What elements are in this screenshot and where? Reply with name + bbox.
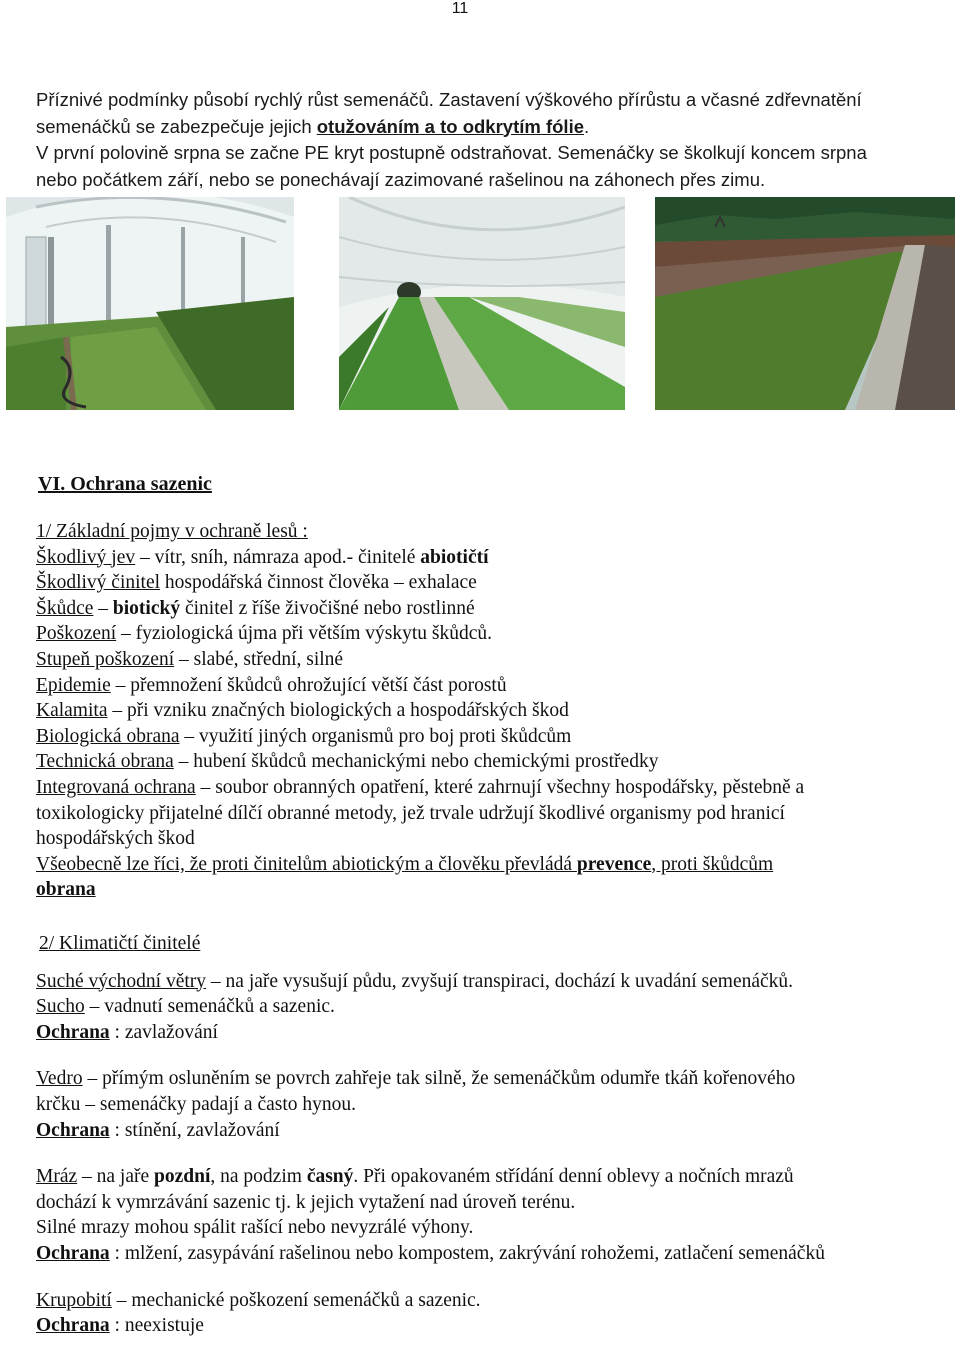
summary-line — [36, 852, 936, 878]
definition: – soubor obranných opatření, které zahrnují všechny hospodářsky, pěstebně a — [195, 776, 805, 798]
greenhouse-interior-photo — [6, 197, 294, 410]
emphasis: biotický — [112, 597, 181, 619]
intro-emphasis: otužováním a to odkrytím fólie — [316, 115, 584, 137]
term: Škodlivý jev — [36, 546, 136, 568]
definition: – při vzniku značných biologických a hospodářských škod — [107, 700, 569, 722]
protection-label: Ochrana — [36, 1119, 110, 1141]
intro-paragraph — [36, 87, 941, 193]
definition: : neexistuje — [109, 1315, 204, 1337]
protection-row — [36, 1020, 936, 1046]
definition: – přemnožení škůdců ohrožující větší část porostů — [110, 674, 507, 696]
definition: : zavlažování — [109, 1021, 218, 1043]
term-row — [36, 1164, 936, 1190]
term-row — [36, 673, 936, 699]
basic-terms-section — [36, 519, 936, 903]
term: Krupobití — [36, 1289, 112, 1311]
definition: . Při opakovaném střídání denní oblevy a nočních mrazů — [353, 1166, 794, 1188]
term-row — [36, 570, 936, 596]
term: Biologická obrana — [36, 725, 180, 747]
term: Poškození — [36, 623, 117, 645]
term-row — [36, 1288, 936, 1314]
nursery-beds-photo — [655, 197, 955, 410]
term-row — [36, 775, 936, 801]
definition: – využití jiných organismů pro boj proti škůdcům — [179, 725, 572, 747]
term: Škodlivý činitel — [36, 572, 161, 594]
climatic-factors-section — [36, 931, 936, 1339]
intro-text: semenáčků se zabezpečuje jejich — [36, 115, 317, 137]
emphasis: pozdní — [154, 1166, 211, 1188]
term-row — [36, 969, 936, 995]
term: Mráz — [36, 1166, 78, 1188]
greenhouse-tunnel-photo — [339, 197, 625, 410]
protection-label: Ochrana — [36, 1242, 110, 1264]
definition: – přímým osluněním se povrch zahřeje tak silně, že semenáčkům odumře tkáň kořenového — [82, 1068, 796, 1090]
definition-continuation: krčku – semenáčky padají a často hynou. — [36, 1093, 357, 1115]
term: Integrovaná ochrana — [36, 776, 196, 798]
definition: – vítr, sníh, námraza apod.- činitelé — [135, 546, 421, 568]
term-row — [36, 621, 936, 647]
intro-line: nebo počátkem září, nebo se ponechávají zazimované rašelinou na záhonech přes zimu. — [36, 168, 766, 190]
page-number: 11 — [451, 0, 469, 17]
term: Technická obrana — [36, 751, 174, 773]
term-row — [36, 994, 936, 1020]
term-row — [36, 1066, 936, 1092]
definition: : stínění, zavlažování — [109, 1119, 280, 1141]
definition: hospodářská činnost člověka – exhalace — [160, 572, 477, 594]
protection-label: Ochrana — [36, 1315, 110, 1337]
intro-text: . — [584, 115, 590, 137]
term-row — [36, 698, 936, 724]
summary-text: , proti škůdcům — [651, 853, 774, 875]
definition: – vadnutí semenáčků a sazenic. — [84, 996, 335, 1018]
term-row — [36, 749, 936, 775]
intro-line — [36, 114, 941, 141]
definition: – fyziologická újma při větším výskytu škůdců. — [116, 623, 493, 645]
term-row — [36, 596, 936, 622]
emphasis: prevence — [576, 853, 652, 875]
definition: činitel z říše živočišné nebo rostlinné — [180, 597, 475, 619]
definition: : mlžení, zasypávání rašelinou nebo kompostem, zakrývání rohožemi, zatlačení semenáčků — [109, 1242, 825, 1264]
protection-label: Ochrana — [36, 1021, 110, 1043]
term: Epidemie — [36, 674, 111, 696]
protection-row — [36, 1313, 936, 1339]
definition-continuation: Silné mrazy mohou spálit rašící nebo nevyzrálé výhony. — [36, 1217, 474, 1239]
intro-line: Příznivé podmínky působí rychlý růst semenáčů. Zastavení výškového přírůstu a včasné zdřevnatění — [36, 89, 862, 110]
definition: – na jaře — [77, 1166, 155, 1188]
term: Suché východní větry — [36, 970, 207, 992]
definition: – na jaře vysušují půdu, zvyšují transpiraci, dochází k uvadání semenáčků. — [206, 970, 794, 992]
definition-continuation: toxikologicky přijatelné dílčí obranné metody, jež trvale udržují škodlivé organismy pod hranicí — [36, 802, 785, 824]
term: Sucho — [36, 996, 85, 1018]
summary-line: obrana — [36, 879, 96, 901]
definition: – slabé, střední, silné — [174, 648, 344, 670]
subsection-heading: 2/ Klimatičtí činitelé — [39, 933, 201, 954]
term: Vedro — [36, 1068, 83, 1090]
definition: – — [93, 597, 113, 619]
term-row — [36, 545, 936, 571]
term-row — [36, 647, 936, 673]
subsection-heading: 1/ Základní pojmy v ochraně lesů : — [36, 521, 308, 542]
definition: , na podzim — [210, 1166, 307, 1188]
intro-line: V první polovině srpna se začne PE kryt postupně odstraňovat. Semenáčky se školkují koncem srpna — [36, 142, 867, 163]
definition-continuation: hospodářských škod — [36, 828, 195, 850]
emphasis: časný — [306, 1166, 354, 1188]
term: Kalamita — [36, 700, 108, 722]
summary-text: Všeobecně lze říci, že proti činitelům abiotickým a člověku převládá — [36, 853, 577, 875]
definition: – mechanické poškození semenáčků a sazenic. — [111, 1289, 481, 1311]
term-row — [36, 724, 936, 750]
protection-row — [36, 1241, 936, 1267]
emphasis: abiotičtí — [420, 546, 489, 568]
definition: – hubení škůdců mechanickými nebo chemickými prostředky — [173, 751, 659, 773]
term: Škůdce — [36, 597, 94, 619]
section-title: VI. Ochrana sazenic — [38, 473, 212, 495]
protection-row — [36, 1118, 936, 1144]
term: Stupeň poškození — [36, 648, 175, 670]
definition-continuation: dochází k vymrzávání sazenic tj. k jejich vytažení nad úroveň terénu. — [36, 1191, 576, 1213]
